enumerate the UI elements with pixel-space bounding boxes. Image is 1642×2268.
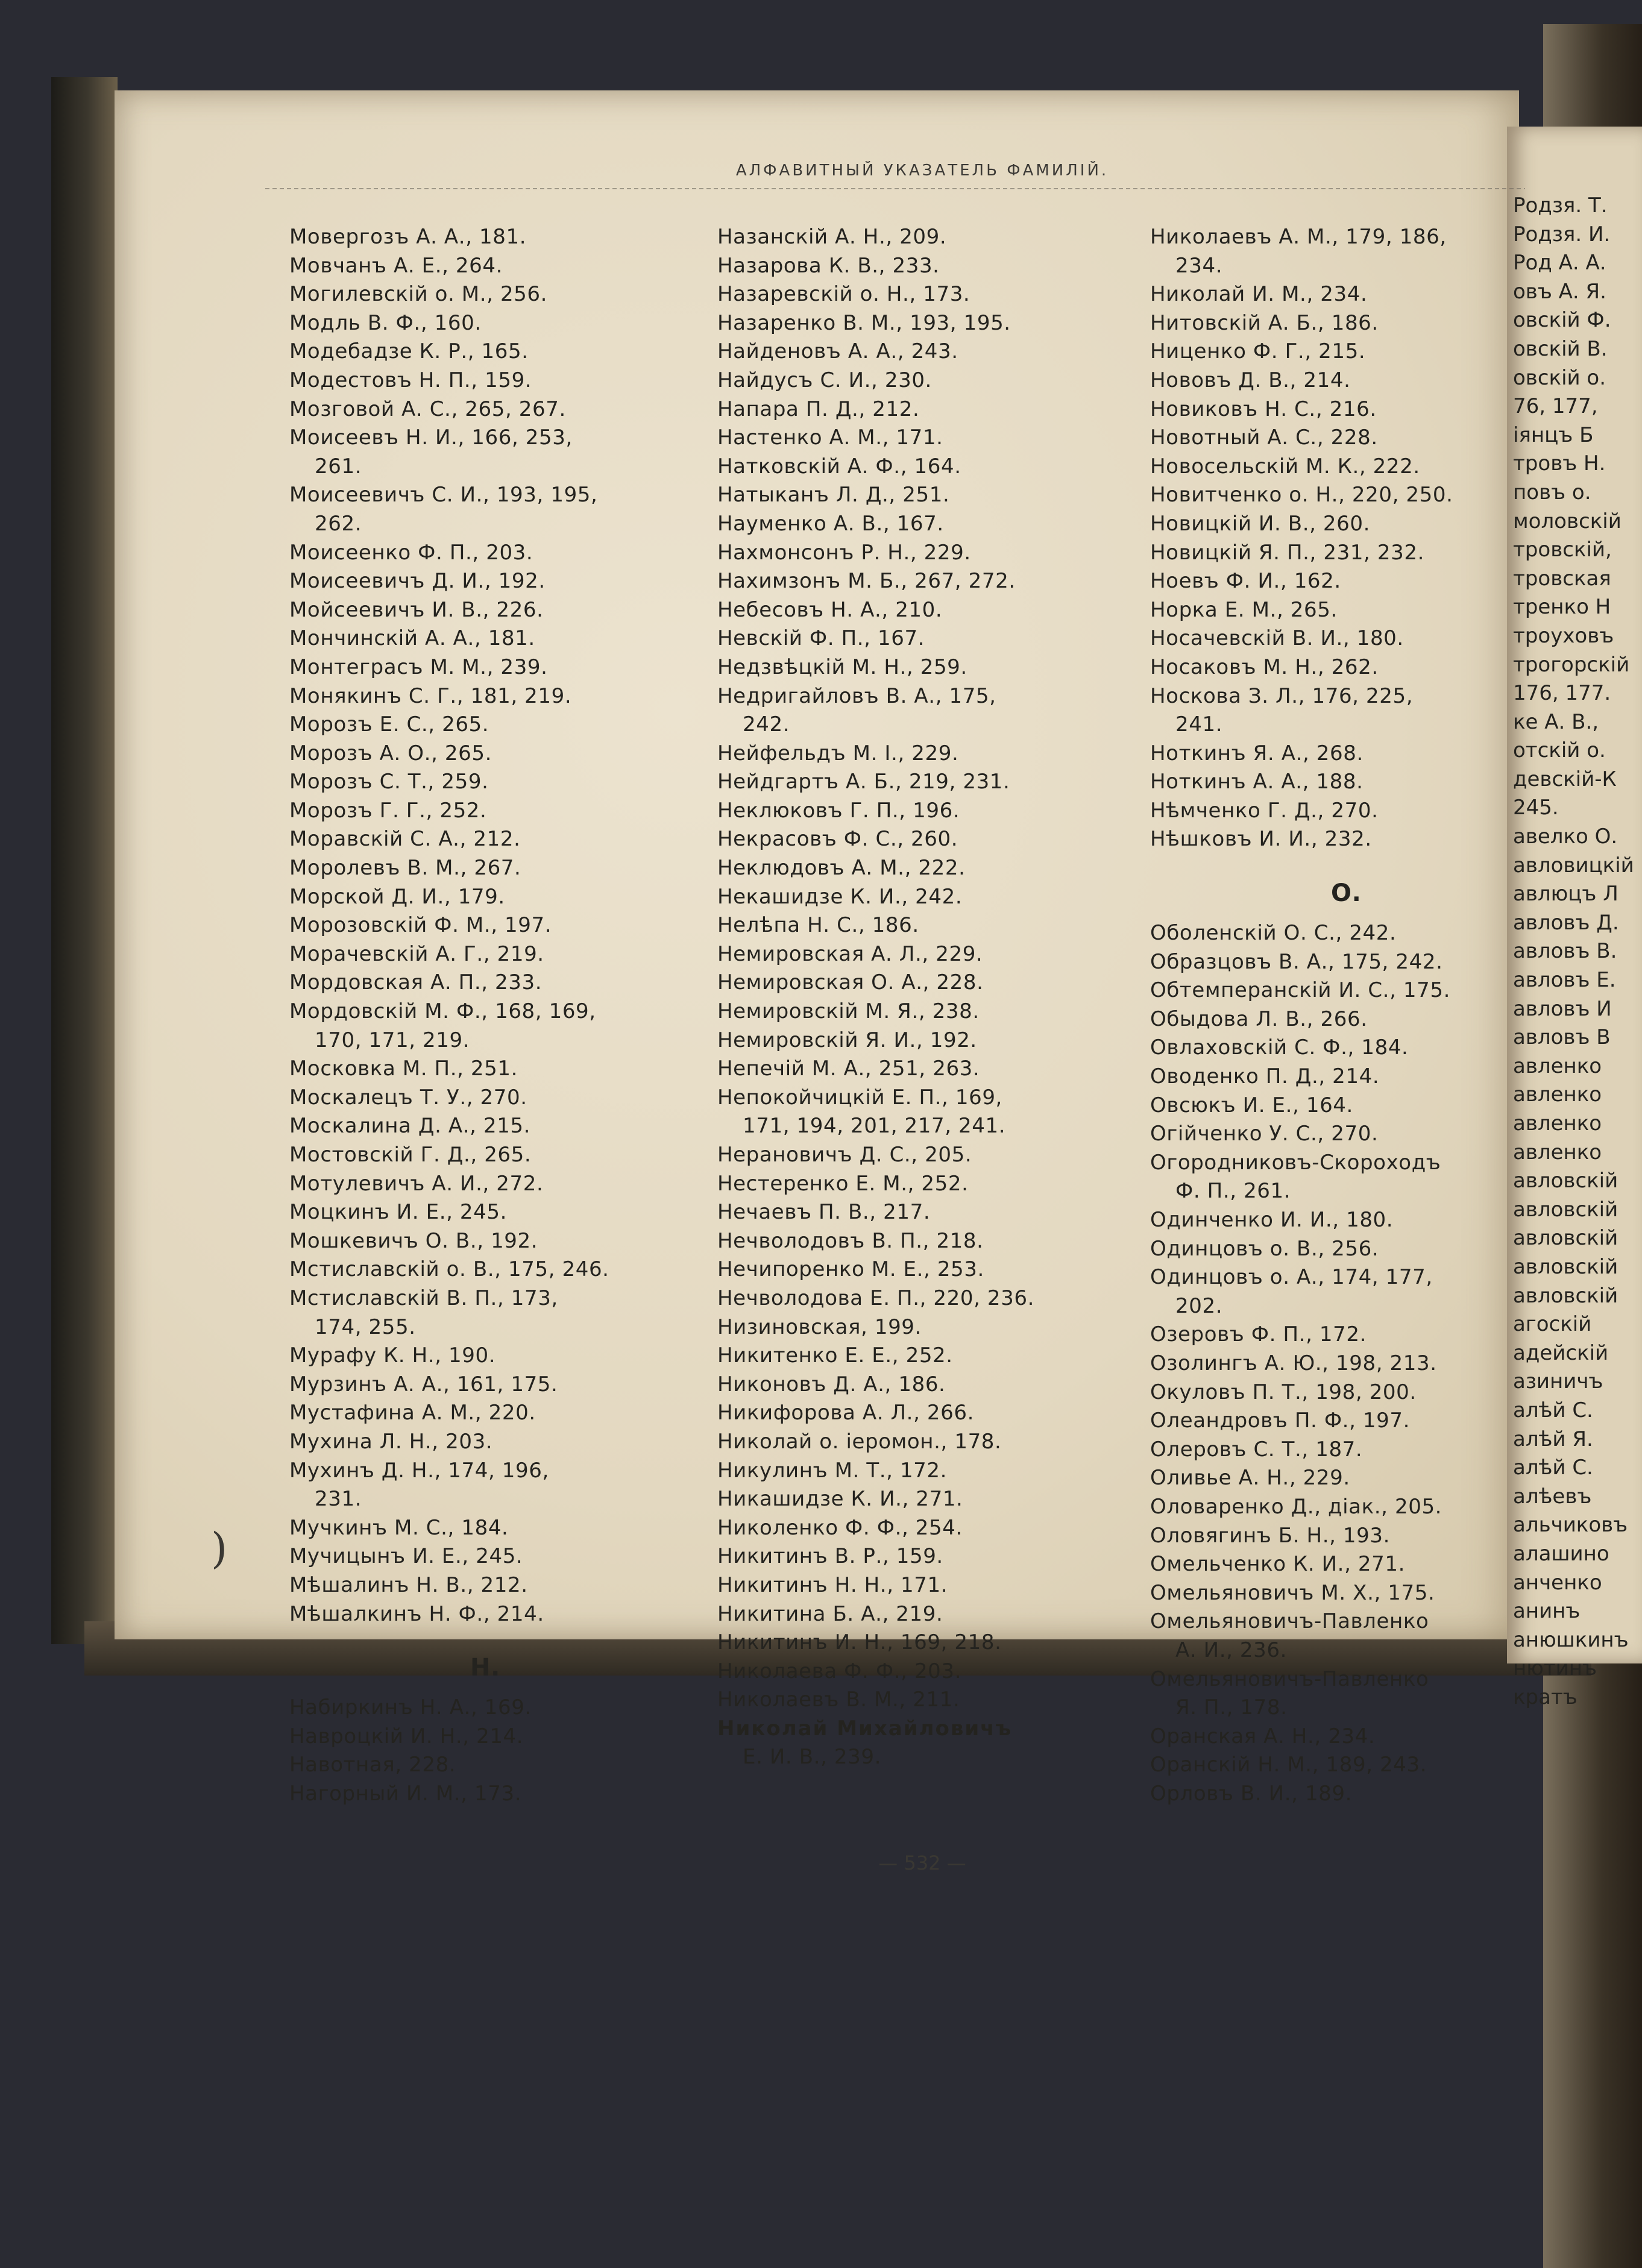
index-entry: Натковскій А. Ф., 164.: [717, 454, 961, 479]
index-entry: Московка М. П., 251.: [289, 1057, 518, 1081]
index-entry: Мустафина А. М., 220.: [289, 1401, 536, 1425]
entry-continuation: А. И., 236.: [1175, 1638, 1288, 1662]
section-letter-heading: О.: [1331, 879, 1362, 908]
index-entry: авловскій: [1513, 1169, 1618, 1193]
index-entry: Озеровъ Ф. П., 172.: [1150, 1322, 1367, 1347]
index-entry: Никашидзе К. И., 271.: [717, 1487, 963, 1512]
entry-continuation: Ф. П., 261.: [1175, 1179, 1291, 1204]
index-entry: Мостовскій Г. Д., 265.: [289, 1143, 532, 1167]
index-entry: Омельченко К. И., 271.: [1150, 1552, 1405, 1577]
index-entry: Моролевъ В. М., 267.: [289, 856, 521, 881]
index-entry: Морозъ С. Т., 259.: [289, 770, 489, 794]
index-entry: Моцкинъ И. Е., 245.: [289, 1200, 508, 1225]
page-number: — 532 —: [878, 1852, 966, 1874]
index-entry: овъ А. Я.: [1513, 279, 1606, 304]
index-entry: Николаевъ В. М., 211.: [717, 1688, 960, 1712]
index-entry: Нейдгартъ А. Б., 219, 231.: [717, 770, 1010, 794]
index-entry: тровскій,: [1513, 538, 1612, 562]
index-entry: кратъ: [1513, 1685, 1578, 1709]
index-entry: Моисеевичъ Д. И., 192.: [289, 569, 546, 594]
index-entry: Новицкій И. В., 260.: [1150, 511, 1371, 536]
index-entry: 176, 177.: [1513, 681, 1611, 706]
index-entry: Новитченко о. Н., 220, 250.: [1150, 483, 1453, 507]
index-entry: Немировскій Я. И., 192.: [717, 1028, 977, 1052]
index-entry: Навотная, 228.: [289, 1753, 456, 1777]
index-entry: Озолингъ А. Ю., 198, 213.: [1150, 1351, 1437, 1375]
index-entry: авленко: [1513, 1054, 1602, 1078]
index-entry: ке А. В.,: [1513, 709, 1599, 734]
index-entry: Ноткинъ А. А., 188.: [1150, 770, 1364, 794]
index-entry: Одинченко И. И., 180.: [1150, 1208, 1394, 1232]
index-entry: Николай И. М., 234.: [1150, 282, 1368, 307]
index-entry: авловскій: [1513, 1197, 1618, 1222]
index-entry: Оводенко П. Д., 214.: [1150, 1064, 1380, 1089]
index-entry: Найденовъ А. А., 243.: [717, 339, 958, 364]
index-entry: Оболенскій О. С., 242.: [1150, 921, 1397, 946]
index-entry: Натыканъ Л. Д., 251.: [717, 483, 950, 507]
index-entry: Назарова К. В., 233.: [717, 253, 940, 278]
index-entry: Родзя. И.: [1513, 222, 1611, 247]
index-entry: овскій В.: [1513, 336, 1608, 361]
index-entry: Некашидзе К. И., 242.: [717, 884, 963, 909]
index-entry: трогорскій: [1513, 652, 1630, 677]
index-entry: Носаковъ М. Н., 262.: [1150, 655, 1379, 679]
index-entry: Новосельскій М. К., 222.: [1150, 454, 1420, 479]
index-entry: Никитенко Е. Е., 252.: [717, 1343, 953, 1368]
index-entry: Неклюдовъ А. М., 222.: [717, 856, 966, 881]
index-entry: Мстиславскій о. В., 175, 246.: [289, 1257, 609, 1282]
entry-continuation: 231.: [315, 1487, 362, 1512]
index-entry: Николай о. іеромон., 178.: [717, 1429, 1002, 1454]
index-entry: Одинцовъ о. В., 256.: [1150, 1236, 1379, 1261]
index-entry: Москалина Д. А., 215.: [289, 1114, 531, 1139]
index-entry: Оловягинъ Б. Н., 193.: [1150, 1523, 1391, 1548]
index-entry: Никитинъ И. Н., 169, 218.: [717, 1630, 1002, 1655]
index-entry: анинъ: [1513, 1599, 1581, 1624]
index-entry: Мѣшалинъ Н. В., 212.: [289, 1572, 528, 1597]
index-entry: Ниценко Ф. Г., 215.: [1150, 339, 1366, 364]
index-entry: Набиркинъ Н. А., 169.: [289, 1695, 532, 1720]
index-entry: алѣй С.: [1513, 1398, 1593, 1422]
index-entry: 76, 177,: [1513, 394, 1598, 419]
index-entry: Морозовскій Ф. М., 197.: [289, 913, 552, 938]
index-entry: Мовчанъ А. Е., 264.: [289, 253, 503, 278]
index-entry: Олеровъ С. Т., 187.: [1150, 1437, 1363, 1462]
book-left-edge: [51, 77, 118, 1644]
index-entry: Овсюкъ И. Е., 164.: [1150, 1093, 1353, 1117]
index-entry: Модебадзе К. Р., 165.: [289, 339, 529, 364]
header-rule: [265, 188, 1525, 189]
index-entry: Мстиславскій В. П., 173,: [289, 1286, 558, 1310]
entry-continuation: 170, 171, 219.: [315, 1028, 470, 1052]
index-entry: Николенко Ф. Ф., 254.: [717, 1515, 963, 1540]
index-entry: Найдусъ С. И., 230.: [717, 368, 932, 392]
index-entry: Небесовъ Н. А., 210.: [717, 597, 943, 622]
entry-continuation: 262.: [315, 511, 362, 536]
index-entry: Оливье А. Н., 229.: [1150, 1466, 1350, 1491]
index-entry: Родзя. Т.: [1513, 193, 1608, 218]
index-column-1: [289, 223, 687, 1808]
index-entry: Немировскій М. Я., 238.: [717, 999, 980, 1024]
index-entry: троуховъ: [1513, 623, 1614, 648]
index-entry: авлюцъ Л: [1513, 882, 1618, 906]
index-entry: Нѣшковъ И. И., 232.: [1150, 827, 1372, 852]
index-entry: Никитинъ Н. Н., 171.: [717, 1572, 948, 1597]
entry-continuation: Е. И. В., 239.: [743, 1745, 881, 1770]
index-entry: Напара П. Д., 212.: [717, 397, 920, 421]
entry-continuation: 174, 255.: [315, 1315, 416, 1339]
index-entry: Никитинъ В. Р., 159.: [717, 1544, 943, 1569]
index-entry: адейскій: [1513, 1340, 1609, 1365]
index-entry: тровъ Н.: [1513, 451, 1606, 476]
index-entry: Нахимзонъ М. Б., 267, 272.: [717, 569, 1016, 594]
entry-continuation: 241.: [1175, 712, 1223, 737]
index-entry: авловъ В: [1513, 1025, 1611, 1050]
index-entry: Ноевъ Ф. И., 162.: [1150, 569, 1341, 594]
index-entry: Мовергозъ А. А., 181.: [289, 225, 527, 249]
index-entry: Настенко А. М., 171.: [717, 426, 943, 450]
index-entry: Монякинъ С. Г., 181, 219.: [289, 683, 572, 708]
index-entry: Орловъ В. И., 189.: [1150, 1781, 1353, 1806]
index-entry: Нитовскій А. Б., 186.: [1150, 310, 1379, 335]
index-entry: альчиковъ: [1513, 1513, 1628, 1538]
index-entry: Образцовъ В. А., 175, 242.: [1150, 949, 1443, 974]
index-entry: алашино: [1513, 1541, 1609, 1566]
index-entry: Обтемперанскій И. С., 175.: [1150, 978, 1450, 1003]
entry-continuation: 171, 194, 201, 217, 241.: [743, 1114, 1006, 1139]
index-entry: агоскій: [1513, 1312, 1592, 1337]
index-entry: алѣй Я.: [1513, 1427, 1593, 1451]
index-entry: Моравскій С. А., 212.: [289, 827, 521, 852]
index-entry: Николаевъ А. М., 179, 186,: [1150, 225, 1447, 249]
entry-continuation: 242.: [743, 712, 790, 737]
index-entry: авловъ И: [1513, 996, 1612, 1021]
index-entry: Мозговой А. С., 265, 267.: [289, 397, 566, 421]
index-entry: авловскій: [1513, 1254, 1618, 1279]
index-entry: Овлаховскій С. Ф., 184.: [1150, 1035, 1409, 1060]
index-entry: 245.: [1513, 796, 1559, 820]
index-entry: Модль В. Ф., 160.: [289, 310, 482, 335]
index-entry: авловъ Е.: [1513, 968, 1616, 993]
index-entry: Олеандровъ П. Ф., 197.: [1150, 1409, 1411, 1433]
index-entry: Мухинъ Д. Н., 174, 196,: [289, 1458, 549, 1483]
index-entry: Нѣмченко Г. Д., 270.: [1150, 798, 1379, 823]
index-entry: авленко: [1513, 1111, 1602, 1136]
index-entry: Мошкевичъ О. В., 192.: [289, 1228, 538, 1253]
index-entry: Мойсеевичъ И. В., 226.: [289, 597, 544, 622]
index-entry: авловскій: [1513, 1283, 1618, 1308]
index-entry: Морачевскій А. Г., 219.: [289, 941, 544, 966]
index-entry: Огородниковъ-Скороходъ: [1150, 1150, 1441, 1175]
index-entry: Омельяновичъ-Павленко: [1150, 1666, 1429, 1691]
index-entry: Морозъ Г. Г., 252.: [289, 798, 487, 823]
index-entry: нютинъ: [1513, 1656, 1597, 1681]
index-entry: анченко: [1513, 1570, 1602, 1595]
index-entry: авловъ В.: [1513, 939, 1617, 964]
index-entry: тренко Н: [1513, 595, 1611, 620]
index-entry: отскій о.: [1513, 738, 1606, 763]
index-entry: Мордовскій М. Ф., 168, 169,: [289, 999, 596, 1024]
index-column-4-cropped: [1513, 192, 1642, 1712]
index-entry: Мучицынъ И. Е., 245.: [289, 1544, 523, 1569]
index-entry: Невскій Ф. П., 167.: [717, 626, 925, 651]
index-entry: іянцъ Б: [1513, 423, 1594, 447]
index-entry: Науменко А. В., 167.: [717, 511, 944, 536]
section-letter-heading: Н.: [470, 1654, 500, 1682]
index-entry: Мѣшалкинъ Н. Ф., 214.: [289, 1601, 544, 1626]
index-entry: Непечій М. А., 251, 263.: [717, 1057, 980, 1081]
index-entry: азиничъ: [1513, 1369, 1603, 1394]
index-entry: Навроцкій И. Н., 214.: [289, 1724, 524, 1748]
index-entry: Нерановичъ Д. С., 205.: [717, 1143, 972, 1167]
index-entry: Николай Михайловичъ: [717, 1716, 1013, 1741]
index-entry: Род А. А.: [1513, 251, 1606, 275]
index-entry: девскій-К: [1513, 767, 1617, 791]
index-entry: Нечволодова Е. П., 220, 236.: [717, 1286, 1035, 1310]
index-entry: Никулинъ М. Т., 172.: [717, 1458, 948, 1483]
index-entry: Нелѣпа Н. С., 186.: [717, 913, 919, 938]
index-entry: алѣевъ: [1513, 1484, 1592, 1509]
index-entry: Никитина Б. А., 219.: [717, 1601, 943, 1626]
index-entry: Никоновъ Д. А., 186.: [717, 1372, 946, 1396]
index-entry: моловскій: [1513, 509, 1622, 533]
index-entry: Норка Е. М., 265.: [1150, 597, 1338, 622]
index-entry: Москалецъ Т. У., 270.: [289, 1085, 527, 1110]
entry-continuation: Я. П., 178.: [1175, 1695, 1288, 1720]
index-entry: Модестовъ Н. П., 159.: [289, 368, 532, 392]
index-entry: Новотный А. С., 228.: [1150, 426, 1378, 450]
index-entry: авловскій: [1513, 1226, 1618, 1251]
index-entry: авленко: [1513, 1082, 1602, 1107]
entry-continuation: 261.: [315, 454, 362, 479]
index-entry: Нахмонсонъ Р. Н., 229.: [717, 540, 971, 565]
index-entry: Оранскій Н. М., 189, 243.: [1150, 1753, 1427, 1777]
index-entry: Оранская А. Н., 234.: [1150, 1724, 1376, 1748]
index-entry: Немировская А. Л., 229.: [717, 941, 983, 966]
index-entry: Непокойчицкій Е. П., 169,: [717, 1085, 1002, 1110]
index-entry: Носкова З. Л., 176, 225,: [1150, 683, 1414, 708]
index-entry: Одинцовъ о. А., 174, 177,: [1150, 1265, 1433, 1290]
index-entry: алѣй С.: [1513, 1456, 1593, 1480]
index-entry: Окуловъ П. Т., 198, 200.: [1150, 1380, 1417, 1404]
index-entry: Мухина Л. Н., 203.: [289, 1429, 493, 1454]
index-entry: Моисеенко Ф. П., 203.: [289, 540, 533, 565]
index-entry: Новицкій Я. П., 231, 232.: [1150, 540, 1424, 565]
index-entry: Мурафу К. Н., 190.: [289, 1343, 496, 1368]
index-entry: Николаева Ф. Ф., 203.: [717, 1659, 962, 1683]
index-entry: Мотулевичъ А. И., 272.: [289, 1171, 544, 1196]
index-entry: Оловаренко Д., діак., 205.: [1150, 1494, 1442, 1519]
index-entry: Некрасовъ Ф. С., 260.: [717, 827, 958, 852]
index-entry: Омельяновичъ-Павленко: [1150, 1609, 1429, 1634]
index-entry: овскій о.: [1513, 365, 1606, 390]
index-entry: Мучкинъ М. С., 184.: [289, 1515, 509, 1540]
index-entry: Назаревскій о. Н., 173.: [717, 282, 970, 307]
index-entry: Недзвѣцкій М. Н., 259.: [717, 655, 967, 679]
index-entry: Нечаевъ П. В., 217.: [717, 1200, 931, 1225]
index-column-2: [717, 223, 1121, 1772]
index-entry: Нагорный И. М., 173.: [289, 1781, 522, 1806]
index-entry: Огійченко У. С., 270.: [1150, 1122, 1379, 1146]
index-entry: Назаренко В. М., 193, 195.: [717, 310, 1011, 335]
index-entry: Нейфельдъ М. І., 229.: [717, 741, 959, 765]
index-entry: Ноткинъ Я. А., 268.: [1150, 741, 1364, 765]
index-entry: Мурзинъ А. А., 161, 175.: [289, 1372, 558, 1396]
index-entry: Морозъ А. О., 265.: [289, 741, 492, 765]
index-entry: Моисеевъ Н. И., 166, 253,: [289, 426, 573, 450]
index-entry: повъ о.: [1513, 480, 1591, 504]
index-entry: овскій Ф.: [1513, 308, 1611, 333]
index-entry: авловъ Д.: [1513, 910, 1619, 935]
index-entry: Морской Д. И., 179.: [289, 884, 505, 909]
index-entry: Морозъ Е. С., 265.: [289, 712, 489, 737]
index-entry: Нестеренко Е. М., 252.: [717, 1171, 969, 1196]
index-column-3: [1150, 223, 1530, 1808]
entry-continuation: 202.: [1175, 1293, 1223, 1318]
index-entry: Немировская О. А., 228.: [717, 970, 984, 995]
index-entry: авленко: [1513, 1140, 1602, 1164]
index-entry: анюшкинъ: [1513, 1627, 1629, 1652]
index-entry: Нечипоренко М. Е., 253.: [717, 1257, 984, 1282]
index-entry: авловицкій: [1513, 853, 1634, 878]
index-entry: Нововъ Д. В., 214.: [1150, 368, 1351, 392]
index-entry: Никифорова А. Л., 266.: [717, 1401, 974, 1425]
running-head: АЛФАВИТНЫЙ УКАЗАТЕЛЬ ФАМИЛІЙ.: [735, 162, 1109, 180]
index-entry: Носачевскій В. И., 180.: [1150, 626, 1404, 651]
index-entry: Мордовская А. П., 233.: [289, 970, 543, 995]
index-entry: Омельяновичъ М. Х., 175.: [1150, 1580, 1435, 1605]
index-entry: тровская: [1513, 566, 1611, 591]
index-entry: Новиковъ Н. С., 216.: [1150, 397, 1377, 421]
index-entry: Недригайловъ В. А., 175,: [717, 683, 996, 708]
index-entry: Мончинскій А. А., 181.: [289, 626, 535, 651]
index-entry: Могилевскій о. М., 256.: [289, 282, 548, 307]
entry-continuation: 234.: [1175, 253, 1223, 278]
index-entry: Обыдова Л. В., 266.: [1150, 1007, 1368, 1031]
margin-bracket-mark: ): [211, 1524, 228, 1573]
index-entry: Неклюковъ Г. П., 196.: [717, 798, 960, 823]
index-entry: Низиновская, 199.: [717, 1315, 922, 1339]
index-entry: Назанскій А. Н., 209.: [717, 225, 947, 249]
index-entry: Нечволодовъ В. П., 218.: [717, 1228, 984, 1253]
index-entry: Монтеграсъ М. М., 239.: [289, 655, 548, 679]
index-entry: авелко О.: [1513, 825, 1618, 849]
index-entry: Моисеевичъ С. И., 193, 195,: [289, 483, 598, 507]
